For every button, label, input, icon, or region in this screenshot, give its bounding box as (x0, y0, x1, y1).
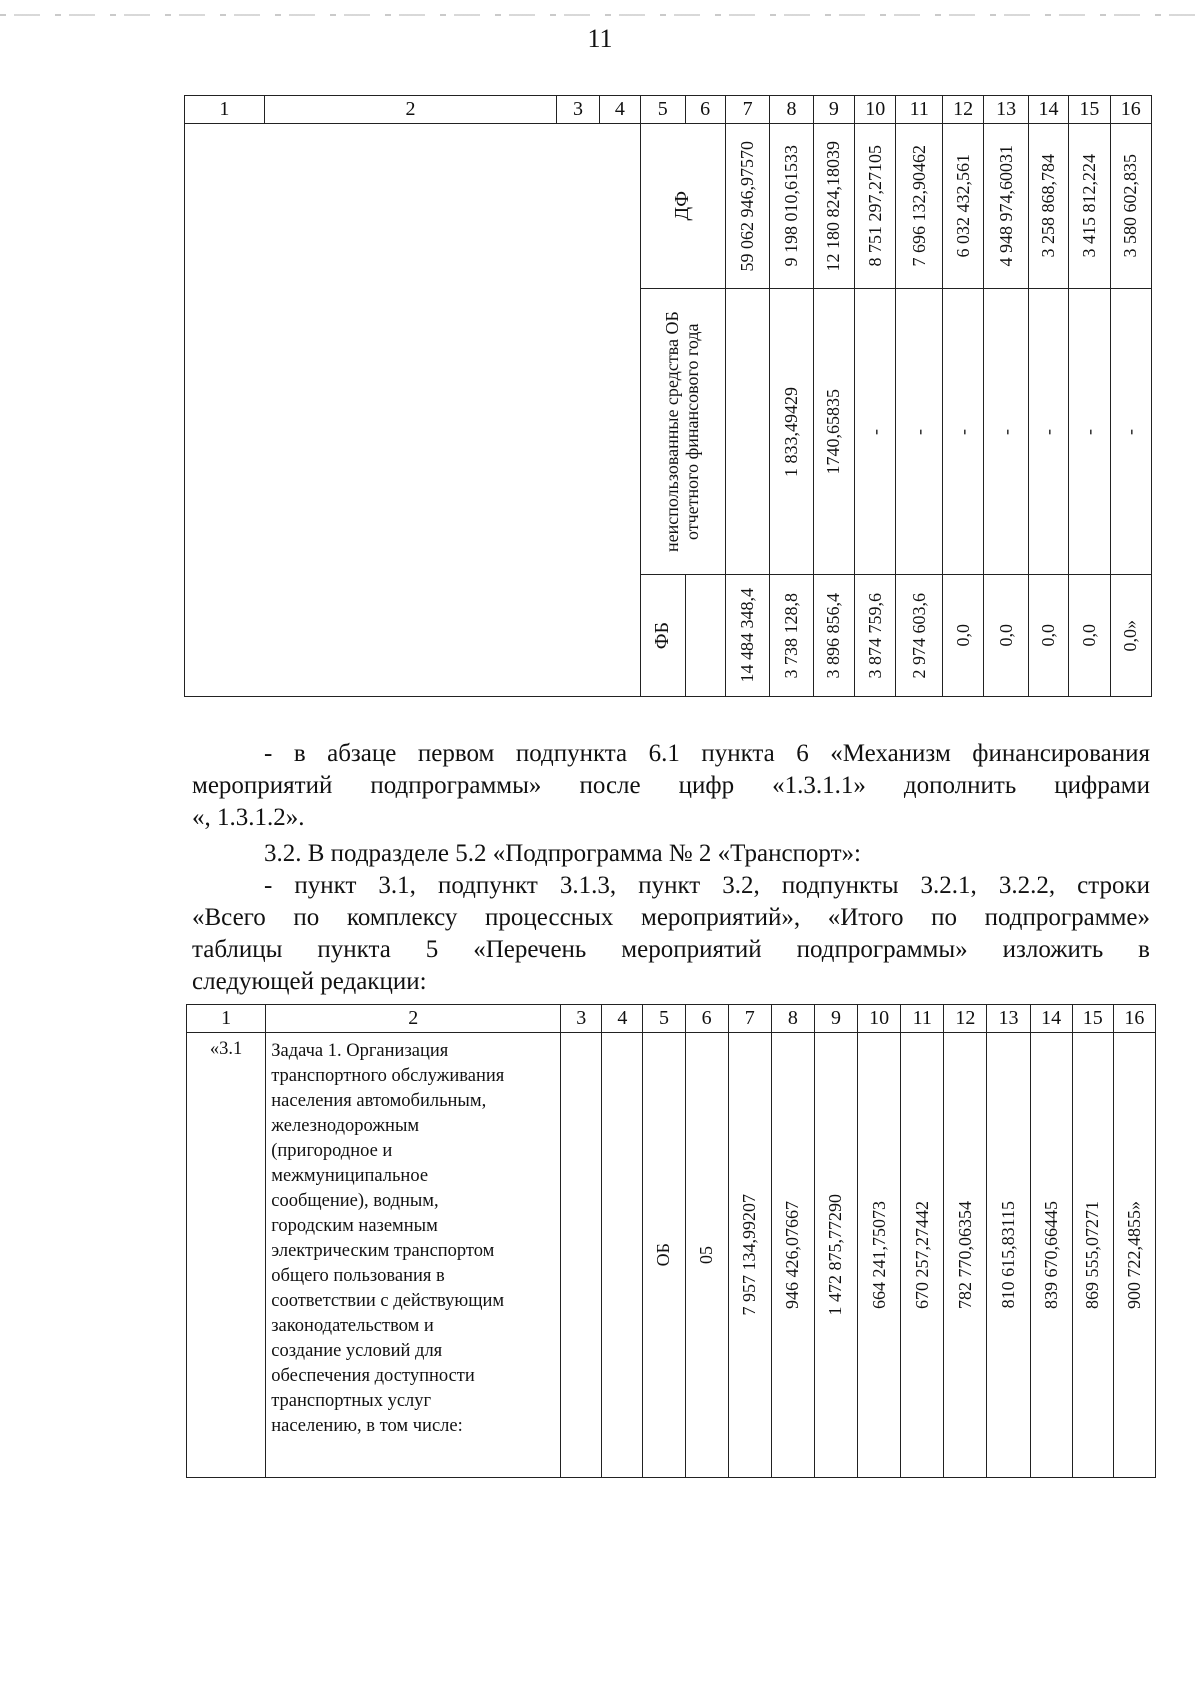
header-cell: 9 (813, 96, 854, 124)
value-cell: 8 751 297,27105 (855, 124, 896, 289)
header-cell: 5 (641, 96, 685, 124)
source-label-fb: ФБ (641, 575, 685, 697)
value-cell: 1740,65835 (813, 289, 854, 575)
header-cell: 3 (557, 96, 599, 124)
header-cell: 16 (1110, 96, 1152, 124)
value-cell: 0,0 (942, 575, 983, 697)
value-cell: 0,0 (1069, 575, 1110, 697)
header-cell: 5 (643, 1005, 685, 1033)
code-cell: 05 (685, 1033, 728, 1478)
value-cell: 0,0 (984, 575, 1028, 697)
source-label-df: ДФ (641, 124, 726, 289)
header-cell: 4 (602, 1005, 643, 1033)
value-cell: 2 974 603,6 (896, 575, 943, 697)
header-cell: 7 (725, 96, 769, 124)
value-cell: 946 426,07667 (771, 1033, 814, 1478)
header-cell: 2 (264, 96, 557, 124)
value-cell: - (896, 289, 943, 575)
task-description: Задача 1. Организация транспортного обслуживания населения автомобильным, железнодорожным (пригородное и межмуниципальное сообщение), водным, городским наземным электрическим транспортом общего пользования в соответствии с действующим законодательством и создание условий для обеспечения доступности транспортных услуг населению, в том числе: (266, 1033, 561, 1478)
table-row (187, 1033, 1156, 1478)
text-line: «Всего по комплексу процессных мероприятий», «Итого по подпрограмме» (192, 904, 1150, 931)
value-cell: 3 874 759,6 (855, 575, 896, 697)
budget-source-cell: ОБ (643, 1033, 685, 1478)
value-cell: 3 580 602,835 (1110, 124, 1152, 289)
value-cell: 810 615,83115 (987, 1033, 1030, 1478)
source-label-unused-funds: неиспользованные средства ОБ отчетного финансового года (641, 289, 726, 575)
value-cell: 9 198 010,61533 (770, 124, 813, 289)
value-cell: - (1028, 289, 1068, 575)
header-cell: 13 (987, 1005, 1030, 1033)
value-cell: 7 957 134,99207 (728, 1033, 771, 1478)
header-cell: 2 (266, 1005, 561, 1033)
value-cell: 4 948 974,60031 (984, 124, 1028, 289)
table-row (185, 124, 1152, 289)
header-cell: 6 (685, 96, 725, 124)
value-cell: 1 472 875,77290 (814, 1033, 857, 1478)
scan-artifact (0, 14, 1200, 16)
text-line: мероприятий подпрограммы» после цифр «1.3.1.1» дополнить цифрами (192, 772, 1150, 799)
value-cell: 3 258 868,784 (1028, 124, 1068, 289)
text-line: «, 1.3.1.2». (192, 804, 305, 831)
value-cell: 670 257,27442 (901, 1033, 944, 1478)
header-cell: 9 (814, 1005, 857, 1033)
value-cell: 839 670,66445 (1030, 1033, 1072, 1478)
header-cell: 10 (855, 96, 896, 124)
value-cell: 900 722,4855» (1113, 1033, 1155, 1478)
empty-cell (561, 1033, 602, 1478)
value-cell: - (1069, 289, 1110, 575)
value-cell: 3 738 128,8 (770, 575, 813, 697)
header-cell: 10 (858, 1005, 901, 1033)
header-cell: 4 (599, 96, 640, 124)
header-cell: 3 (561, 1005, 602, 1033)
header-cell: 14 (1030, 1005, 1072, 1033)
amendment-paragraph-3 (192, 870, 1150, 998)
value-cell: 0,0 (1028, 575, 1068, 697)
header-cell: 12 (944, 1005, 987, 1033)
value-cell: 7 696 132,90462 (896, 124, 943, 289)
empty-cell (185, 124, 641, 697)
value-cell: - (1110, 289, 1152, 575)
amendment-paragraph-1 (192, 738, 1150, 834)
value-cell: 14 484 348,4 (725, 575, 769, 697)
header-cell: 7 (728, 1005, 771, 1033)
header-cell: 8 (770, 96, 813, 124)
funding-table-continued (184, 95, 1152, 697)
text-line: следующей редакции: (192, 968, 427, 995)
text-line: - пункт 3.1, подпункт 3.1.3, пункт 3.2, подпункты 3.2.1, 3.2.2, строки (264, 872, 1150, 899)
value-cell: 0,0» (1110, 575, 1152, 697)
value-cell: - (942, 289, 983, 575)
header-cell: 16 (1113, 1005, 1155, 1033)
amendment-paragraph-2 (192, 838, 1150, 870)
text-line: 3.2. В подразделе 5.2 «Подпрограмма № 2 «Транспорт»: (264, 840, 861, 867)
header-cell: 1 (187, 1005, 266, 1033)
header-cell: 13 (984, 96, 1028, 124)
header-cell: 12 (942, 96, 983, 124)
text-line: - в абзаце первом подпункта 6.1 пункта 6 «Механизм финансирования (264, 740, 1150, 767)
row-number: «3.1 (187, 1033, 266, 1478)
value-cell: 1 833,49429 (770, 289, 813, 575)
value-cell: 782 770,06354 (944, 1033, 987, 1478)
value-cell: 59 062 946,97570 (725, 124, 769, 289)
value-cell: 6 032 432,561 (942, 124, 983, 289)
header-cell: 11 (901, 1005, 944, 1033)
header-cell: 11 (896, 96, 943, 124)
value-cell: - (855, 289, 896, 575)
page-number: 11 (587, 24, 613, 53)
header-cell: 15 (1069, 96, 1110, 124)
text-line: таблицы пункта 5 «Перечень мероприятий подпрограммы» изложить в (192, 936, 1150, 963)
header-cell: 14 (1028, 96, 1068, 124)
header-cell: 15 (1072, 1005, 1113, 1033)
header-cell: 1 (185, 96, 265, 124)
table-header-row (187, 1005, 1156, 1033)
value-cell: - (984, 289, 1028, 575)
value-cell: 3 415 812,224 (1069, 124, 1110, 289)
header-cell: 8 (771, 1005, 814, 1033)
empty-cell (602, 1033, 643, 1478)
value-cell (725, 289, 769, 575)
value-cell: 869 555,07271 (1072, 1033, 1113, 1478)
empty-cell (685, 575, 725, 697)
value-cell: 3 896 856,4 (813, 575, 854, 697)
table-header-row (185, 96, 1152, 124)
value-cell: 12 180 824,18039 (813, 124, 854, 289)
header-cell: 6 (685, 1005, 728, 1033)
subprogram-measures-table (186, 1004, 1156, 1478)
value-cell: 664 241,75073 (858, 1033, 901, 1478)
